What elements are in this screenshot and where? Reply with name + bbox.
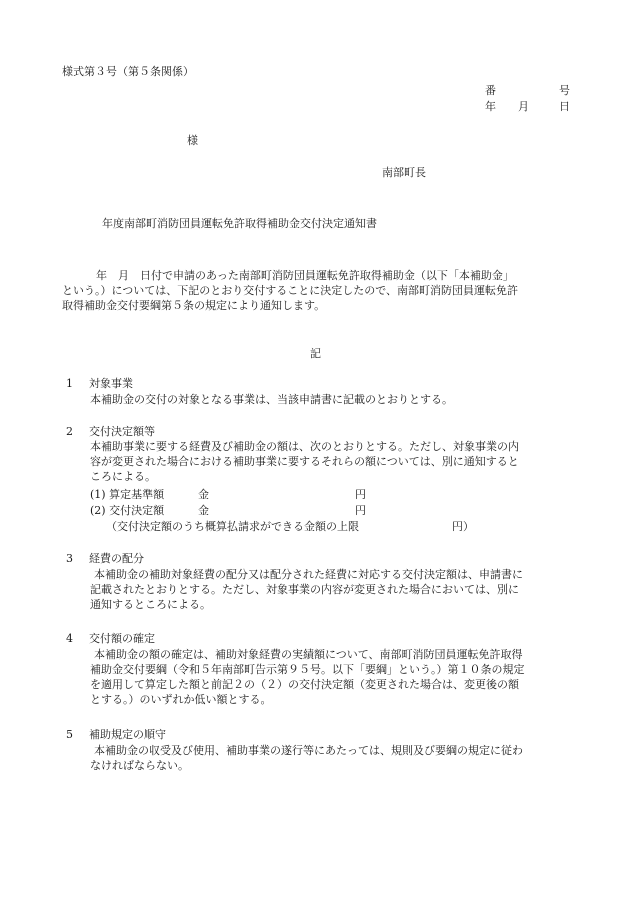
section-line: 本補助金の額の確定は、補助対象経費の実績額について、南部町消防団員運転免許取得 [94, 648, 523, 661]
year-label: 年 [485, 100, 496, 113]
section-4-heading [66, 631, 155, 646]
section-title: 経費の配分 [89, 552, 144, 565]
section-5-body [90, 743, 574, 773]
section-title: 交付決定額等 [89, 425, 155, 438]
section-title: 補助規定の順守 [89, 728, 166, 741]
intro-line: という。）については、下記のとおり交付することに決定したので、南部町消防団員運転免許 [62, 284, 519, 297]
intro-line: 取得補助金交付要綱第５条の規定により通知します。 [62, 299, 326, 312]
section-2-body [90, 439, 570, 484]
section-line: なければならない。 [90, 759, 189, 772]
section-line: 本補助金の交付の対象となる事業は、当該申請書に記載のとおりとする。 [90, 393, 453, 406]
section-line: 通知するところによる。 [90, 598, 211, 611]
amount-unit: 円 [355, 488, 366, 501]
day-label: 日 [559, 100, 570, 113]
section-line: 本補助金の補助対象経費の配分又は配分された経費に対応する交付決定額は、申請書に [94, 568, 523, 581]
section-3-body [90, 567, 574, 612]
section-5-heading [66, 727, 166, 742]
issuer-name: 南部町長 [382, 166, 426, 179]
intro-line: 年 月 日付で申請のあった南部町消防団員運転免許取得補助金（以下「本補助金」 [96, 269, 514, 282]
section-line: 本補助事業に要する経費及び補助金の額は、次のとおりとする。ただし、対象事業の内 [90, 440, 519, 453]
section-line: 容が変更された場合における補助事業に要するそれらの額については、別に通知すると [90, 455, 519, 468]
amount-prefix: 金 [198, 488, 209, 501]
section-1-body [90, 392, 570, 407]
note-prefix: （交付決定額のうち概算払請求ができる金額の上限 [106, 520, 359, 533]
section-3-heading [66, 551, 144, 566]
section-line: とする。）のいずれか低い額とする。 [90, 693, 272, 706]
document-title: 年度南部町消防団員運転免許取得補助金交付決定通知書 [102, 217, 377, 230]
section-line: 本補助金の収受及び使用、補助事業の遂行等にあたっては、規則及び要綱の規定に従わ [94, 744, 523, 757]
section-title: 対象事業 [89, 377, 133, 390]
amount-prefix: 金 [198, 504, 209, 517]
amount-unit: 円 [355, 504, 366, 517]
ki-marker: 記 [310, 347, 321, 360]
section-number: 4 [66, 632, 73, 645]
section-line: 補助金交付要綱（令和５年南部町告示第９５号。以下「要綱」という。）第１０条の規定 [90, 663, 525, 676]
section-line: ころによる。 [90, 470, 156, 483]
month-label: 月 [518, 100, 529, 113]
section-number: 5 [66, 728, 73, 741]
section-number: 3 [66, 552, 73, 565]
section-title: 交付額の確定 [89, 632, 155, 645]
section-line: を適用して算定した額と前記２の（２）の交付決定額（変更された場合は、変更後の額 [90, 678, 519, 691]
note-suffix: 円） [452, 520, 474, 533]
section-2-heading [66, 424, 155, 439]
section-1-heading [66, 376, 133, 391]
addressee-suffix: 様 [187, 134, 198, 147]
intro-paragraph [62, 268, 572, 313]
section-line: 記載されたとおりとする。ただし、対象事業の内容が変更された場合においては、別に [90, 583, 519, 596]
number-suffix: 号 [559, 84, 570, 97]
section-number: 2 [66, 425, 73, 438]
amount-label: (1) 算定基準額 [90, 488, 165, 501]
form-number: 様式第３号（第５条関係） [62, 65, 194, 78]
section-4-body [90, 647, 574, 707]
amount-label: (2) 交付決定額 [90, 504, 165, 517]
number-label: 番 [485, 84, 496, 97]
section-number: 1 [66, 377, 73, 390]
